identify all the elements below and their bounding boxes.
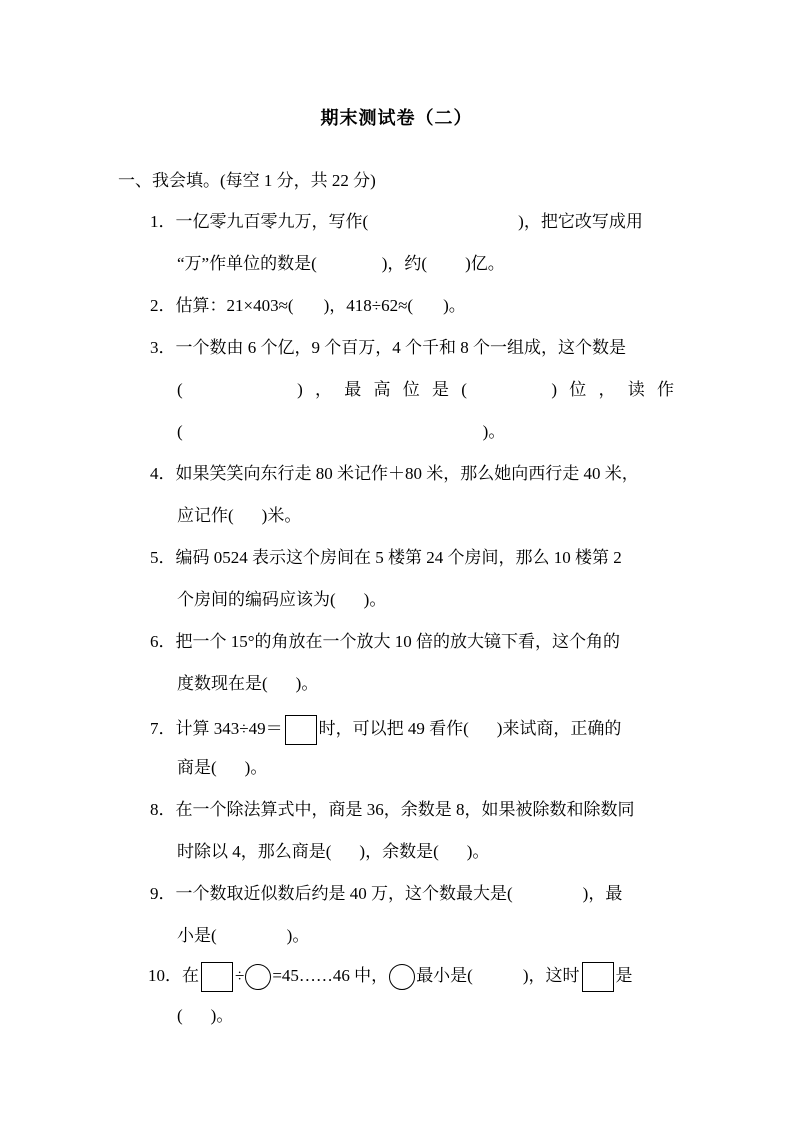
question-number: 4． (150, 464, 176, 483)
question-number: 7． (150, 718, 176, 738)
question-number: 10． (148, 965, 182, 985)
question-7: 7．计算 343÷49＝ 时，可以把 49 看作( )来试商，正确的 (150, 715, 621, 745)
question-number: 3． (150, 338, 176, 357)
divisor-circle[interactable] (245, 964, 271, 990)
question-number: 2． (150, 296, 176, 315)
answer-blank[interactable] (195, 379, 285, 401)
question-10-line2: ( )。 (177, 1006, 234, 1025)
question-8-line2: 时除以 4，那么商是( )，余数是( )。 (177, 842, 490, 861)
question-number: 6． (150, 632, 176, 651)
dividend-box[interactable] (582, 962, 614, 992)
question-1: 1．一亿零九百零九万，写作( )，把它改写成用 (150, 212, 643, 231)
question-number: 1． (150, 212, 176, 231)
question-4-line2: 应记作( )米。 (177, 506, 302, 525)
question-6-line2: 度数现在是( )。 (177, 674, 319, 693)
question-7-line2: 商是( )。 (177, 758, 268, 777)
question-9: 9．一个数取近似数后约是 40 万，这个数最大是( )，最 (150, 884, 623, 903)
question-3: 3．一个数由 6 个亿，9 个百万，4 个千和 8 个一组成，这个数是 (150, 338, 626, 357)
question-4: 4．如果笑笑向东行走 80 米记作＋80 米，那么她向西行走 40 米， (150, 464, 639, 483)
answer-box[interactable] (285, 715, 317, 745)
question-number: 5． (150, 548, 176, 567)
question-number: 8． (150, 800, 176, 819)
question-9-line2: 小是( )。 (177, 926, 310, 945)
dividend-box[interactable] (201, 962, 233, 992)
question-6: 6．把一个 15°的角放在一个放大 10 倍的放大镜下看，这个角的 (150, 632, 621, 651)
question-3-line3: ( )。 (177, 422, 506, 441)
question-5: 5．编码 0524 表示这个房间在 5 楼第 24 个房间，那么 10 楼第 2 (150, 548, 622, 567)
divisor-circle[interactable] (389, 964, 415, 990)
question-5-line2: 个房间的编码应该为( )。 (177, 590, 387, 609)
section-heading: 一、我会填。(每空 1 分，共 22 分) (118, 171, 376, 190)
question-1-line2: “万”作单位的数是( )，约( )亿。 (177, 254, 505, 273)
page-title: 期末测试卷（二） (320, 108, 473, 129)
question-3-line2: ( ) ， 最 高 位 是 ( ) 位 ， 读 作 (177, 380, 674, 399)
question-8: 8．在一个除法算式中，商是 36，余数是 8，如果被除数和除数同 (150, 800, 635, 819)
question-2: 2．估算：21×403≈( )，418÷62≈( )。 (150, 296, 466, 315)
question-number: 9． (150, 884, 176, 903)
answer-blank[interactable] (479, 379, 539, 401)
question-10: 10．在 ÷ =45……46 中， 最小是( )，这时 是 (148, 962, 633, 992)
